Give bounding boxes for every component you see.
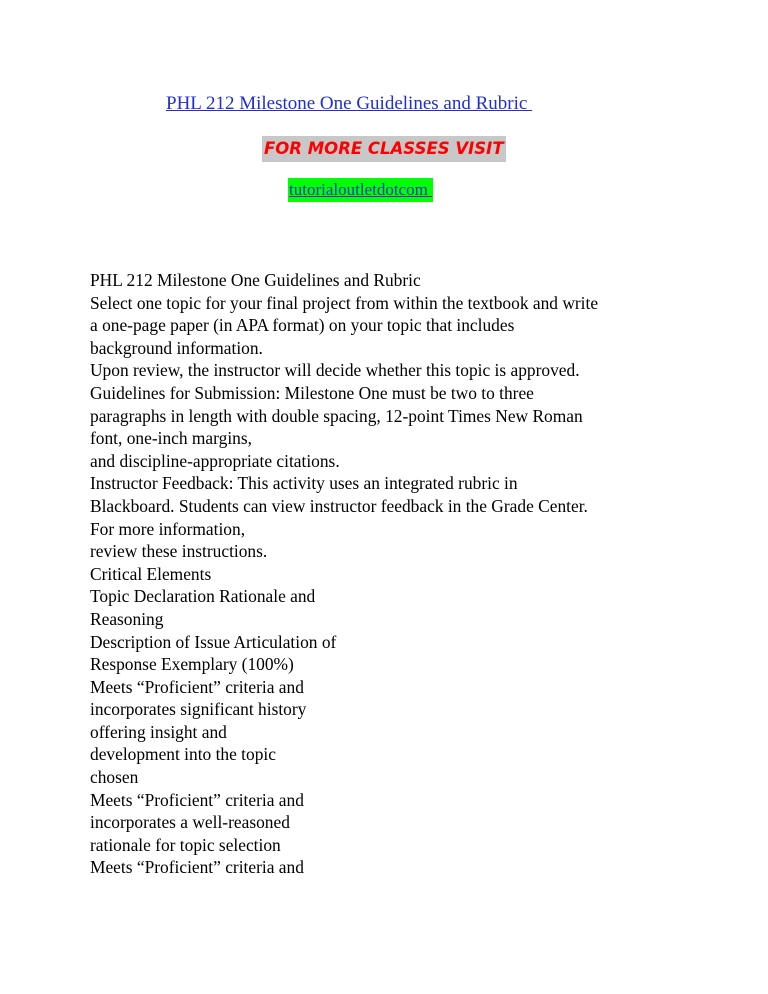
- body-line: background information.: [90, 337, 263, 358]
- body-line: offering insight and: [90, 721, 227, 742]
- body-line: incorporates significant history: [90, 699, 307, 720]
- body-line: chosen: [90, 767, 139, 788]
- body-line: incorporates a well-reasoned: [90, 812, 290, 833]
- body-line: Reasoning: [90, 608, 164, 629]
- body-line: Response Exemplary (100%): [90, 654, 294, 675]
- body-line: PHL 212 Milestone One Guidelines and Rubric: [90, 270, 421, 290]
- body-line: Guidelines for Submission: Milestone One must be two to three: [90, 382, 534, 403]
- site-link[interactable]: tutorialoutletdotcom: [288, 178, 433, 202]
- body-line: Meets “Proficient” criteria and: [90, 857, 304, 878]
- body-line: Description of Issue Articulation of: [90, 631, 337, 652]
- body-line: Meets “Proficient” criteria and: [90, 676, 304, 697]
- body-line: Critical Elements: [90, 563, 212, 584]
- body-line: and discipline-appropriate citations.: [90, 450, 340, 471]
- body-line: Topic Declaration Rationale and: [90, 586, 316, 607]
- body-line: a one-page paper (in APA format) on your topic that includes: [90, 315, 515, 336]
- body-line: rationale for topic selection: [90, 834, 281, 855]
- body-line: review these instructions.: [90, 541, 268, 562]
- title-link[interactable]: PHL 212 Milestone One Guidelines and Rubric: [166, 93, 533, 114]
- promo-banner: FOR MORE CLASSES VISIT: [262, 136, 506, 162]
- body-line: Meets “Proficient” criteria and: [90, 789, 304, 810]
- body-line: For more information,: [90, 518, 246, 539]
- body-line: font, one-inch margins,: [90, 428, 252, 449]
- body-line: Blackboard. Students can view instructor feedback in the Grade Center.: [90, 495, 588, 516]
- body-line: development into the topic: [90, 744, 276, 765]
- body-line: Select one topic for your final project from within the textbook and write: [90, 292, 599, 313]
- body-line: paragraphs in length with double spacing, 12-point Times New Roman: [90, 405, 583, 426]
- document-body: [90, 269, 730, 879]
- body-line: Instructor Feedback: This activity uses an integrated rubric in: [90, 473, 518, 494]
- body-line: Upon review, the instructor will decide whether this topic is approved.: [90, 360, 580, 381]
